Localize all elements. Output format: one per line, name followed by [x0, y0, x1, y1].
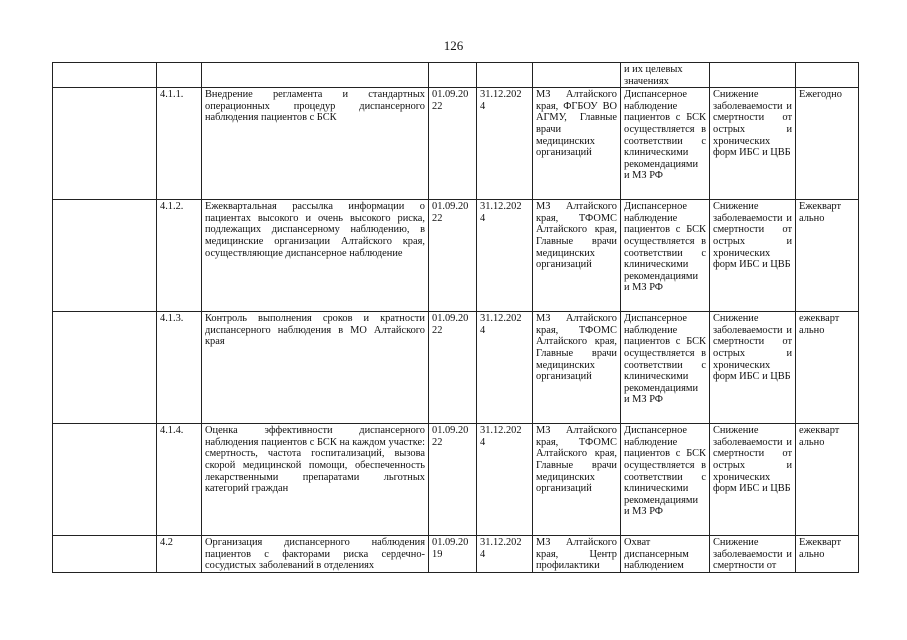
- activity-cell: Ежеквартальная рассылка информации о пациентах высокого и очень высокого риска, подлежащих диспансерному наблюдению, в медицинские организации Алтайского края, осуществляющие диспансерное наблюдение: [202, 200, 429, 312]
- result-cell: Диспансерное наблюдение пациентов с БСК осуществляется в соответствии с клиническими рекомендациями и МЗ РФ: [621, 200, 710, 312]
- end-date-cell: 31.12.202 4: [480, 425, 522, 448]
- activity-cell: Внедрение регламента и стандартных операционных процедур диспансерного наблюдения пациентов с БСК: [202, 88, 429, 200]
- row-number: 4.1.3.: [157, 312, 202, 424]
- start-date-cell: 01.09.20 22: [432, 313, 469, 336]
- responsible-cell: МЗ Алтайского края, ТФОМС Алтайского края, Главные врачи медицинских организаций: [533, 312, 621, 424]
- start-date-cell: 01.09.20 19: [432, 537, 469, 560]
- result-cell: Охват диспансерным наблюдением: [621, 536, 710, 573]
- page-number: 126: [443, 38, 464, 53]
- table-row: [53, 424, 859, 536]
- end-date-cell: 31.12.202 4: [480, 201, 522, 224]
- responsible-cell: МЗ Алтайского края, ТФОМС Алтайского края, Главные врачи медицинских организаций: [533, 424, 621, 536]
- table-row: [53, 200, 859, 312]
- frequency-cell: ежекварт ально: [799, 425, 840, 448]
- start-date-cell: 01.09.20 22: [432, 201, 469, 224]
- end-date-cell: 31.12.202 4: [480, 313, 522, 336]
- frequency-cell: ежекварт ально: [799, 313, 840, 336]
- responsible-cell: МЗ Алтайского края, Центр профилактики: [533, 536, 621, 573]
- activity-cell: Организация диспансерного наблюдения пациентов с факторами риска сердечно-сосудистых заболеваний в отделениях: [202, 536, 429, 573]
- activity-cell: Оценка эффективности диспансерного наблюдения пациентов с БСК на каждом участке: смертность, частота госпитализаций, вызова скорой медицинской помощи, обеспеченность лекарственными препаратами льготных категорий граждан: [202, 424, 429, 536]
- start-date-cell: 01.09.20 22: [432, 425, 469, 448]
- table-row: [53, 88, 859, 200]
- table-row-continuation: [53, 63, 859, 88]
- result-cell: Диспансерное наблюдение пациентов с БСК осуществляется в соответствии с клиническими рекомендациями и МЗ РФ: [621, 88, 710, 200]
- target-cell: Снижение заболеваемости и смертности от острых и хронических форм ИБС и ЦВБ: [710, 424, 796, 536]
- result-cell: Диспансерное наблюдение пациентов с БСК осуществляется в соответствии с клиническими рекомендациями и МЗ РФ: [621, 312, 710, 424]
- target-cell: Снижение заболеваемости и смертности от: [710, 536, 796, 573]
- start-date-cell: 01.09.20 22: [432, 89, 469, 112]
- responsible-cell: МЗ Алтайского края, ФГБОУ ВО АГМУ, Главные врачи медицинских организаций: [533, 88, 621, 200]
- frequency-cell: Ежекварт ально: [799, 537, 842, 560]
- responsible-cell: МЗ Алтайского края, ТФОМС Алтайского края, Главные врачи медицинских организаций: [533, 200, 621, 312]
- frequency-cell: Ежекварт ально: [799, 201, 842, 224]
- frequency-cell: Ежегодно: [799, 89, 842, 101]
- table-row: [53, 536, 859, 573]
- target-cell: Снижение заболеваемости и смертности от острых и хронических форм ИБС и ЦВБ: [710, 312, 796, 424]
- end-date-cell: 31.12.202 4: [480, 537, 522, 560]
- result-cell: Диспансерное наблюдение пациентов с БСК осуществляется в соответствии с клиническими рекомендациями и МЗ РФ: [621, 424, 710, 536]
- target-cell: Снижение заболеваемости и смертности от острых и хронических форм ИБС и ЦВБ: [710, 200, 796, 312]
- row-number: 4.1.4.: [157, 424, 202, 536]
- row-number: 4.1.2.: [157, 200, 202, 312]
- target-cell: Снижение заболеваемости и смертности от острых и хронических форм ИБС и ЦВБ: [710, 88, 796, 200]
- activity-table: [52, 62, 859, 573]
- result-cell: и их целевых значениях: [624, 64, 683, 87]
- row-number: 4.1.1.: [157, 88, 202, 200]
- activity-cell: Контроль выполнения сроков и кратности диспансерного наблюдения в МО Алтайского края: [202, 312, 429, 424]
- row-number: 4.2: [157, 536, 202, 573]
- end-date-cell: 31.12.202 4: [480, 89, 522, 112]
- table-row: [53, 312, 859, 424]
